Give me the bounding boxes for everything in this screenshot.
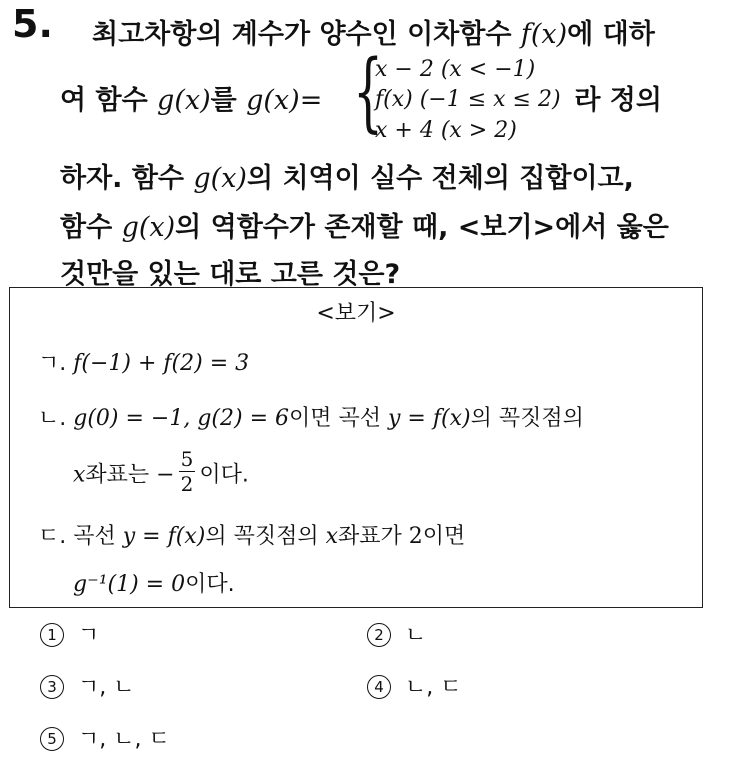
statement-3 — [38, 519, 465, 550]
question-text: 의 역함수가 존재할 때, <보기>에서 옳은 — [175, 212, 669, 243]
statement-label: ㄴ. — [38, 406, 74, 431]
statement-text: 좌표가 — [338, 524, 409, 549]
choice-text: ㄴ, ㄷ — [405, 675, 462, 700]
choice-2[interactable] — [367, 618, 426, 649]
math-expression: g(x)= — [246, 85, 323, 116]
fraction-numerator: 5 — [180, 447, 194, 471]
choice-text: ㄱ, ㄴ — [78, 675, 135, 700]
choice-4[interactable] — [367, 670, 462, 701]
piecewise-case: x − 2 (x < −1) — [375, 57, 536, 82]
left-brace-icon: { — [353, 42, 384, 142]
math-expression: x — [73, 462, 86, 488]
math-expression: f(x) — [520, 19, 568, 50]
math-expression: g(x) — [121, 212, 176, 243]
choice-5[interactable] — [40, 722, 170, 753]
question-text: 의 치역이 실수 전체의 집합이고, — [246, 163, 634, 194]
question-text: 여 함수 — [60, 85, 158, 116]
statement-text: 이면 곡선 — [289, 406, 388, 431]
choice-text: ㄱ — [78, 623, 100, 648]
minus-sign: − — [156, 462, 175, 488]
piecewise-case: x + 4 (x > 2) — [375, 118, 517, 143]
question-text: 를 — [210, 85, 247, 116]
question-text: 최고차항의 계수가 양수인 이차함수 — [92, 19, 521, 50]
math-expression: 2 — [408, 524, 423, 549]
statement-text: 좌표는 — [85, 462, 157, 488]
piecewise-case: f(x) (−1 ≤ x ≤ 2) — [375, 87, 561, 112]
question-line-3 — [60, 156, 634, 195]
examples-box — [9, 287, 703, 608]
statement-text: 곡선 — [73, 524, 123, 549]
box-title: <보기> — [316, 301, 396, 326]
statement-label: ㄷ. — [38, 524, 74, 549]
piecewise-definition — [353, 42, 593, 150]
math-expression: g(0) = −1, g(2) = 6 — [73, 406, 289, 431]
circled-number-icon: 1 — [40, 623, 64, 647]
statement-2 — [38, 401, 584, 432]
question-number: 5. — [12, 2, 53, 46]
choice-text: ㄴ — [405, 623, 427, 648]
choice-1[interactable] — [40, 618, 99, 649]
circled-number-icon: 2 — [367, 623, 391, 647]
statement-label: ㄱ. — [38, 351, 74, 376]
question-line-4 — [60, 205, 669, 244]
math-expression: g(x) — [193, 163, 247, 194]
math-expression: f(−1) + f(2) = 3 — [73, 351, 250, 376]
question-text: 에 대하 — [567, 19, 655, 50]
statement-text: 의 꼭짓점의 — [205, 524, 326, 549]
question-line-5 — [60, 252, 400, 291]
fraction — [179, 447, 196, 496]
question-text: 라 정의 — [574, 85, 662, 116]
statement-text: 의 꼭짓점의 — [470, 406, 584, 431]
choice-3[interactable] — [40, 670, 135, 701]
statement-3-continued — [73, 567, 235, 598]
statement-text: 이면 — [422, 524, 466, 549]
math-expression: x — [325, 524, 338, 549]
question-text: 것만을 있는 대로 고른 것은? — [60, 259, 401, 290]
math-expression: y = f(x) — [388, 406, 471, 431]
statement-2-continued — [73, 447, 249, 500]
math-expression: y = f(x) — [122, 524, 206, 549]
question-text: 하자. 함수 — [60, 163, 194, 194]
math-expression: g(x) — [157, 85, 211, 116]
statement-text: 이다. — [185, 572, 235, 597]
circled-number-icon: 3 — [40, 675, 64, 699]
statement-text: 이다. — [199, 462, 249, 488]
fraction-denominator: 2 — [180, 472, 194, 496]
choice-text: ㄱ, ㄴ, ㄷ — [78, 727, 170, 752]
circled-number-icon: 5 — [40, 727, 64, 751]
circled-number-icon: 4 — [367, 675, 391, 699]
math-expression: g⁻¹(1) = 0 — [73, 572, 186, 597]
statement-1 — [38, 346, 249, 377]
question-text: 함수 — [60, 212, 122, 243]
